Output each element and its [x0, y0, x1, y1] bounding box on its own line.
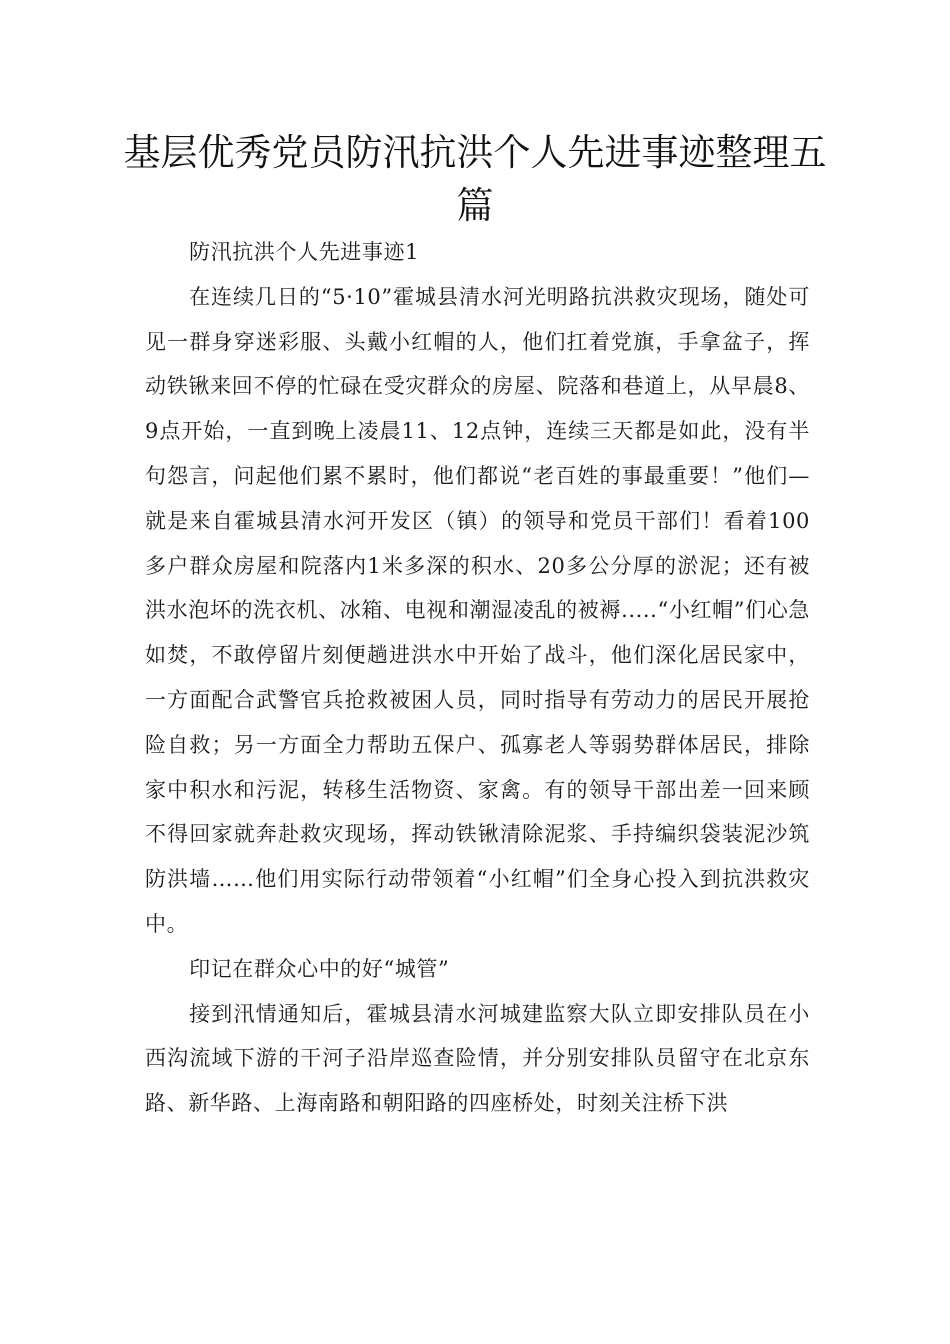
paragraph-2: 接到汛情通知后，霍城县清水河城建监察大队立即安排队员在小西沟流域下游的干河子沿岸巡查险情，并分别安排队员留守在北京东路、新华路、上海南路和朝阳路的四座桥处，时刻关注桥下洪 [145, 1001, 810, 1116]
paragraph-1: 在连续几日的“5·10”霍城县清水河光明路抗洪救灾现场，随处可见一群身穿迷彩服、头戴小红帽的人，他们扛着党旗，手拿盆子，挥动铁锹来回不停的忙碌在受灾群众的房屋、院落和巷道上，从早晨8、9点开始，一直到晚上凌晨11、12点钟，连续三天都是如此，没有半句怨言，问起他们累不累时，他们都说“老百姓的事最重要！”他们—就是来自霍城县清水河开发区（镇）的领导和党员干部们！看着100多户群众房屋和院落内1米多深的积水、20多公分厚的淤泥；还有被洪水泡坏的洗衣机、冰箱、电视和潮湿凌乱的被褥.....“小红帽”们心急如焚，不敢停留片刻便趟进洪水中开始了战斗，他们深化居民家中，一方面配合武警官兵抢救被困人员，同时指导有劳动力的居民开展抢险自救；另一方面全力帮助五保户、孤寡老人等弱势群体居民，排除家中积水和污泥，转移生活物资、家禽。有的领导干部出差一回来顾不得回家就奔赴救灾现场，挥动铁锹清除泥浆、手持编织袋装泥沙筑防洪墙……他们用实际行动带领着“小红帽”们全身心投入到抗洪救灾中。 [145, 284, 810, 936]
section-heading-2: 印记在群众心中的好“城管” [189, 956, 450, 981]
section-heading-1: 防汛抗洪个人先进事迹1 [189, 240, 420, 264]
document-title: 基层优秀党员防汛抗洪个人先进事迹整理五篇 [123, 131, 827, 227]
document-body [145, 230, 810, 1126]
